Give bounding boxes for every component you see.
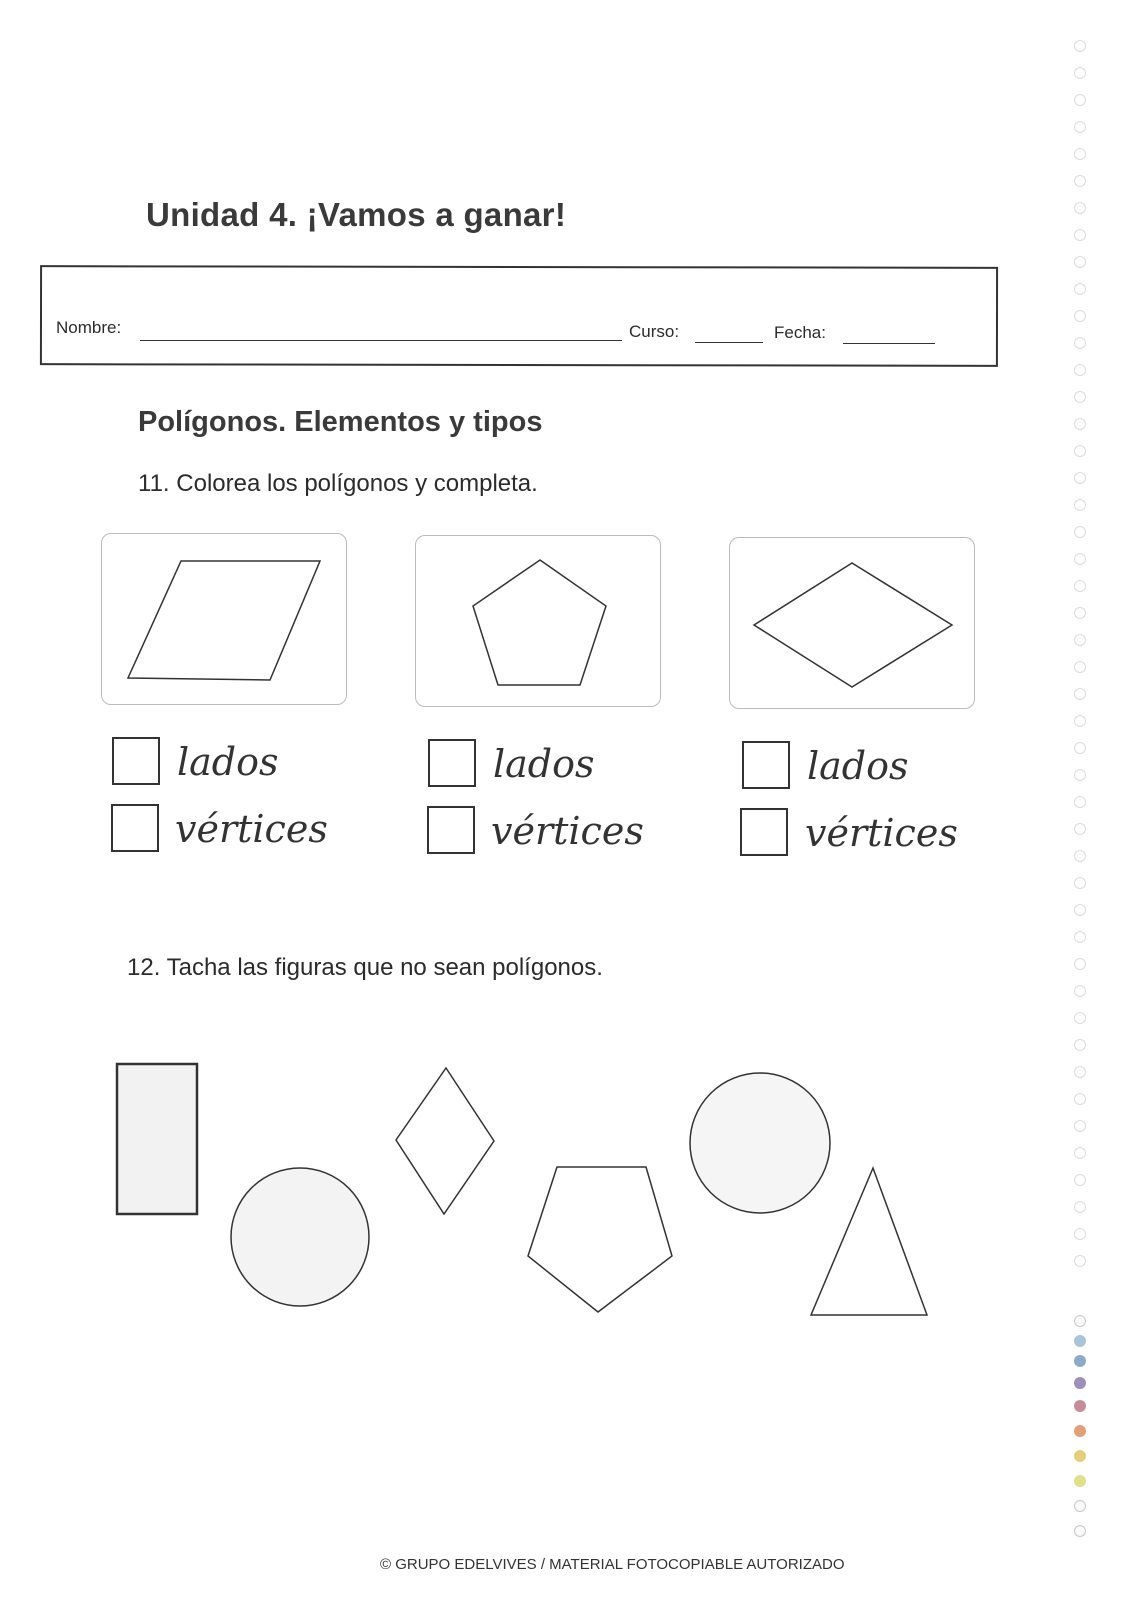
binder-hole — [1074, 1147, 1086, 1159]
binder-hole — [1074, 1066, 1086, 1078]
binder-hole — [1074, 1174, 1086, 1186]
binder-hole — [1074, 175, 1086, 187]
binder-hole — [1074, 823, 1086, 835]
binder-hole — [1074, 202, 1086, 214]
binder-hole — [1074, 1400, 1086, 1412]
binder-hole — [1074, 607, 1086, 619]
binder-hole — [1074, 67, 1086, 79]
unit-title: Unidad 4. ¡Vamos a ganar! — [146, 196, 567, 233]
binder-hole — [1074, 283, 1086, 295]
date-label: Fecha: — [774, 323, 826, 342]
binder-hole — [1074, 1450, 1086, 1462]
binder-hole — [1074, 742, 1086, 754]
binder-hole — [1074, 1377, 1086, 1389]
binder-hole — [1074, 499, 1086, 511]
binder-hole — [1074, 1335, 1086, 1347]
binder-hole — [1074, 931, 1086, 943]
vertices-label-2: vértices — [491, 809, 644, 853]
binder-hole — [1074, 634, 1086, 646]
binder-holes — [1068, 40, 1092, 1580]
binder-hole — [1074, 229, 1086, 241]
vertices-label-1: vértices — [175, 807, 328, 851]
binder-hole — [1074, 715, 1086, 727]
binder-hole — [1074, 769, 1086, 781]
vertices-label-3: vértices — [805, 811, 958, 855]
binder-hole — [1074, 1525, 1086, 1537]
binder-hole — [1074, 310, 1086, 322]
binder-hole — [1074, 1039, 1086, 1051]
binder-hole — [1074, 256, 1086, 268]
binder-hole — [1074, 688, 1086, 700]
course-label: Curso: — [629, 322, 680, 341]
binder-hole — [1074, 1500, 1086, 1512]
sides-label-1: lados — [177, 740, 279, 784]
binder-hole — [1074, 1012, 1086, 1024]
sides-label-2: lados — [493, 742, 595, 786]
binder-hole — [1074, 94, 1086, 106]
figure-rhombus[interactable] — [396, 1068, 494, 1214]
binder-hole — [1074, 1093, 1086, 1105]
figure-triangle[interactable] — [811, 1168, 927, 1315]
binder-hole — [1074, 1355, 1086, 1367]
footer-copyright: © GRUPO EDELVIVES / MATERIAL FOTOCOPIABLE AUTORIZADO — [380, 1556, 845, 1573]
binder-hole — [1074, 1315, 1086, 1327]
figure-rectangle[interactable] — [117, 1064, 197, 1214]
binder-hole — [1074, 1228, 1086, 1240]
binder-hole — [1074, 364, 1086, 376]
figure-circle-2[interactable] — [690, 1073, 830, 1213]
exercise-12-instruction: Tacha las figuras que no sean polígonos. — [166, 954, 603, 981]
binder-hole — [1074, 148, 1086, 160]
figure-pentagon[interactable] — [528, 1167, 672, 1312]
name-label: Nombre: — [56, 318, 122, 337]
exercise-12-number: 12. — [127, 954, 161, 981]
binder-hole — [1074, 445, 1086, 457]
binder-hole — [1074, 850, 1086, 862]
binder-hole — [1074, 661, 1086, 673]
binder-hole — [1074, 418, 1086, 430]
binder-hole — [1074, 904, 1086, 916]
sides-label-3: lados — [807, 744, 909, 788]
binder-hole — [1074, 796, 1086, 808]
binder-hole — [1074, 526, 1086, 538]
binder-hole — [1074, 1475, 1086, 1487]
exercise-11-instruction: Colorea los polígonos y completa. — [176, 470, 538, 497]
binder-hole — [1074, 877, 1086, 889]
binder-hole — [1074, 958, 1086, 970]
binder-hole — [1074, 337, 1086, 349]
binder-hole — [1074, 580, 1086, 592]
binder-hole — [1074, 1255, 1086, 1267]
binder-hole — [1074, 391, 1086, 403]
binder-hole — [1074, 1425, 1086, 1437]
figure-circle-1[interactable] — [231, 1168, 369, 1306]
binder-hole — [1074, 985, 1086, 997]
binder-hole — [1074, 553, 1086, 565]
binder-hole — [1074, 121, 1086, 133]
exercise-11-number: 11. — [138, 470, 170, 497]
binder-hole — [1074, 1201, 1086, 1213]
binder-hole — [1074, 40, 1086, 52]
binder-hole — [1074, 472, 1086, 484]
section-title: Polígonos. Elementos y tipos — [138, 406, 543, 438]
binder-hole — [1074, 1120, 1086, 1132]
